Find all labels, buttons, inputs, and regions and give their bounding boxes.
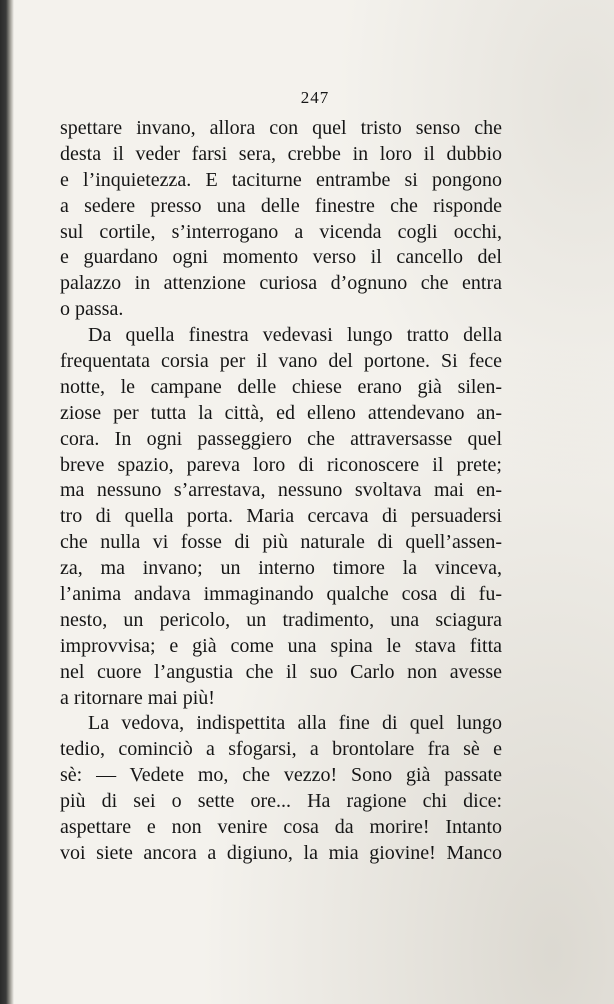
text-line: e l’inquietezza. E taciturne entrambe si pongono (60, 168, 502, 191)
paragraph (60, 116, 502, 323)
text-line: cora. In ogni passeggiero che attraversasse quel (60, 427, 502, 450)
text-line: o passa. (60, 298, 124, 321)
text-line: l’anima andava immaginando qualche cosa di fu- (60, 583, 502, 606)
text-line: e guardano ogni momento verso il cancello del (60, 246, 502, 269)
text-line: più di sei o sette ore... Ha ragione chi dice: (60, 790, 502, 813)
text-line: ziose per tutta la città, ed elleno attendevano an- (60, 401, 502, 424)
text-line: palazzo in attenzione curiosa d’ognuno che entra (60, 272, 502, 295)
paragraph (60, 323, 502, 711)
text-line: che nulla vi fosse di più naturale di quell’assen- (60, 531, 502, 554)
text-line: ma nessuno s’arrestava, nessuno svoltava mai en- (60, 479, 502, 502)
text-line: sul cortile, s’interrogano a vicenda cogli occhi, (60, 220, 502, 243)
text-line: breve spazio, pareva loro di riconoscere il prete; (60, 453, 502, 476)
text-line: a ritornare mai più! (60, 686, 215, 709)
text-line: tedio, cominciò a sfogarsi, a brontolare fra sè e (60, 738, 502, 761)
text-line: tro di quella porta. Maria cercava di persuadersi (60, 505, 502, 528)
text-line: Da quella finestra vedevasi lungo tratto della (88, 324, 502, 347)
binding-edge (0, 0, 14, 1004)
text-line: nesto, un pericolo, un tradimento, una sciagura (60, 608, 502, 631)
text-line: sè: — Vedete mo, che vezzo! Sono già passate (60, 764, 502, 787)
body-text (60, 116, 502, 867)
text-line: nel cuore l’angustia che il suo Carlo non avesse (60, 660, 502, 683)
paragraph (60, 711, 502, 866)
text-line: za, ma invano; un interno timore la vinceva, (60, 557, 502, 580)
text-line: frequentata corsia per il vano del portone. Si fece (60, 350, 502, 373)
text-line: a sedere presso una delle finestre che risponde (60, 194, 502, 217)
text-line: voi siete ancora a digiuno, la mia giovine! Manco (60, 841, 502, 864)
text-line: improvvisa; e già come una spina le stava fitta (60, 634, 502, 657)
text-line: spettare invano, allora con quel tristo senso che (60, 117, 502, 139)
text-line: La vedova, indispettita alla fine di quel lungo (88, 712, 502, 735)
text-line: aspettare e non venire cosa da morire! Intanto (60, 816, 502, 839)
page-number: 247 (300, 88, 330, 107)
text-line: notte, le campane delle chiese erano già silen- (60, 375, 502, 398)
text-line: desta il veder farsi sera, crebbe in loro il dubbio (60, 142, 502, 165)
